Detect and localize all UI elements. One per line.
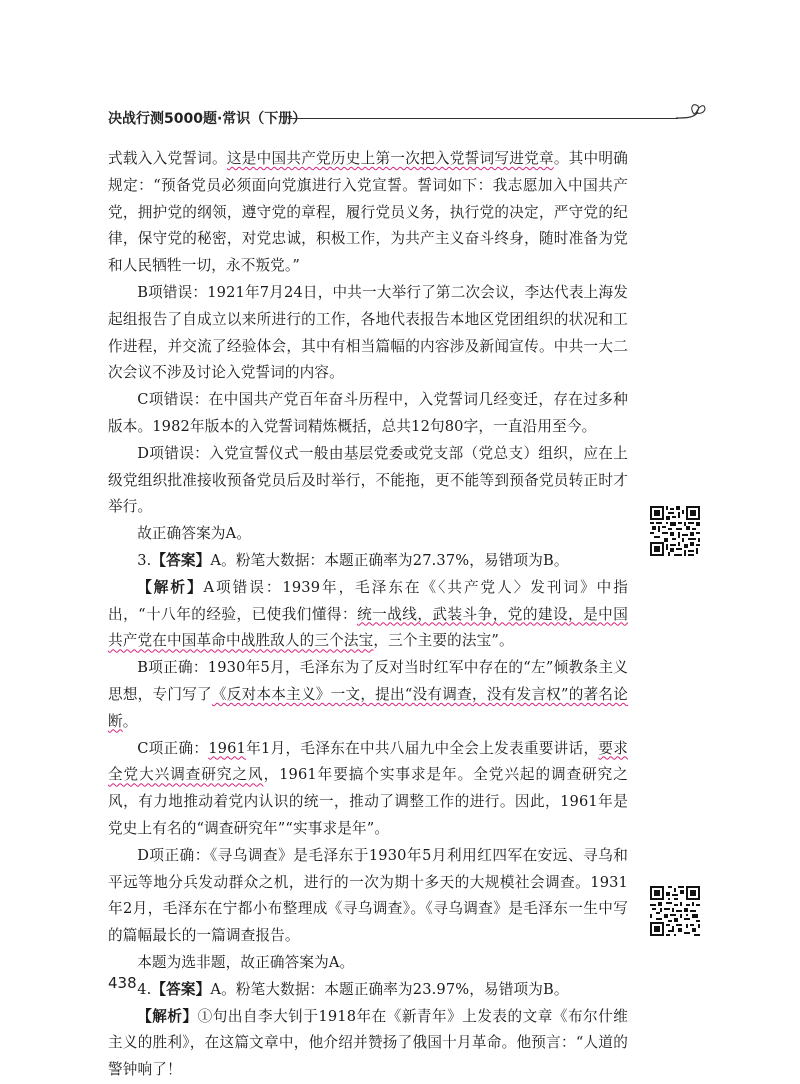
- header-rule: [288, 118, 678, 119]
- analysis-label: 【解析】: [137, 578, 204, 596]
- option-d-explanation: D项错误：入党宣誓仪式一般由基层党委或党支部（党总支）组织，应在上级党组织批准接收预备党员后及时举行，不能拖，更不能等到预备党员转正时才举行。: [108, 444, 628, 516]
- q3-conclusion: 本题为选非题，故正确答案为A。: [137, 953, 355, 971]
- page-header: [108, 106, 706, 130]
- option-c-explanation: C项错误：在中国共产党百年奋斗历程中，入党誓词几经变迁，存在过多种版本。1982年版本的入党誓词精炼概括，总共12句80字，一直沿用至今。: [108, 391, 628, 435]
- q3-analysis-c: C项正确：1961年1月，毛泽东在中共八届九中全会上发表重要讲话，要求全党大兴调查研究之风，1961年要搞个实事求是年。全党兴起的调查研究之风，有力地推动着党内认识的统一，推动了调整工作的进行。因此，1961年是党史上有名的“调查研究年”“实事求是年”。: [108, 739, 628, 837]
- answer-label: 【答案】: [151, 551, 211, 569]
- paragraph-oath: 式载入入党誓词。这是中国共产党历史上第一次把入党誓词写进党章。其中明确规定：“预备党员必须面向党旗进行入党宣誓。誓词如下：我志愿加入中国共产党，拥护党的纲领，遵守党的章程，履行党员义务，执行党的决定，严守党的纪律，保守党的秘密，对党忠诚，积极工作，为共产主义奋斗终身，随时准备为党和人民牺牲一切，永不叛党。”: [108, 150, 628, 275]
- q2-conclusion: 故正确答案为A。: [137, 525, 252, 543]
- q4-answer: 4.【答案】A。粉笔大数据：本题正确率为23.97%，易错项为B。: [137, 980, 569, 998]
- highlight-first-oath: 这是中国共产党历史上第一次把入党誓词写进党章: [226, 150, 554, 167]
- page-number: 438: [108, 974, 137, 992]
- q3-answer: 3.【答案】A。粉笔大数据：本题正确率为27.37%，易错项为B。: [137, 551, 569, 569]
- q4-analysis: 【解析】①句出自李大钊于1918年在《新青年》上发表的文章《布尔什维主义的胜利》，在这篇文章中，他介绍并赞扬了俄国十月革命。他预言：“人道的警钟响了！: [108, 1007, 628, 1079]
- q3-analysis-a: 【解析】A项错误：1939年，毛泽东在《〈共产党人〉发刊词》中指出，“十八年的经验，已使我们懂得：统一战线，武装斗争，党的建设，是中国共产党在中国革命中战胜敌人的三个法宝，三个主要的法宝”。: [108, 578, 628, 650]
- highlight-investigation-style: 要求全党大兴调查研究之风: [108, 739, 628, 784]
- highlight-no-investigation: 《反对本本主义》一文，提出“没有调查，没有发言权”的著名论断: [108, 685, 628, 730]
- analysis-label: 【解析】: [137, 1007, 198, 1025]
- option-b-explanation: B项错误：1921年7月24日，中共一大举行了第二次会议，李达代表上海发起组报告了自成立以来所进行的工作，各地代表报告本地区党团组织的状况和工作进程，并交流了经验体会，其中有相当篇幅的内容涉及新闻宣传。中共一大二次会议不涉及讨论入党誓词的内容。: [108, 283, 628, 382]
- page-content: [108, 146, 628, 1084]
- q3-analysis-d: D项正确：《寻乌调查》是毛泽东于1930年5月利用红四军在安远、寻乌和平远等地分兵发动群众之机，进行的一次为期十多天的大规模社会调查。1931年2月，毛泽东在宁都小布整理成《寻乌调查》。《寻乌调查》是毛泽东一生中写的篇幅最长的一篇调查报告。: [108, 846, 628, 945]
- answer-label: 【答案】: [151, 980, 211, 998]
- highlight-1961: 1961: [208, 739, 246, 757]
- qr-code-q3[interactable]: [650, 506, 700, 556]
- q3-analysis-b: B项正确：1930年5月，毛泽东为了反对当时红军中存在的“左”倾教条主义思想，专门写了《反对本本主义》一文，提出“没有调查，没有发言权”的著名论断。: [108, 659, 628, 730]
- book-title: 决战行测5000题·常识（下册）: [108, 111, 307, 127]
- highlight-three-treasures: 统一战线，武装斗争，党的建设，是中国共产党在中国革命中战胜敌人的三个法宝: [108, 605, 628, 650]
- sprout-icon: [674, 98, 706, 126]
- qr-code-q4[interactable]: [650, 886, 700, 936]
